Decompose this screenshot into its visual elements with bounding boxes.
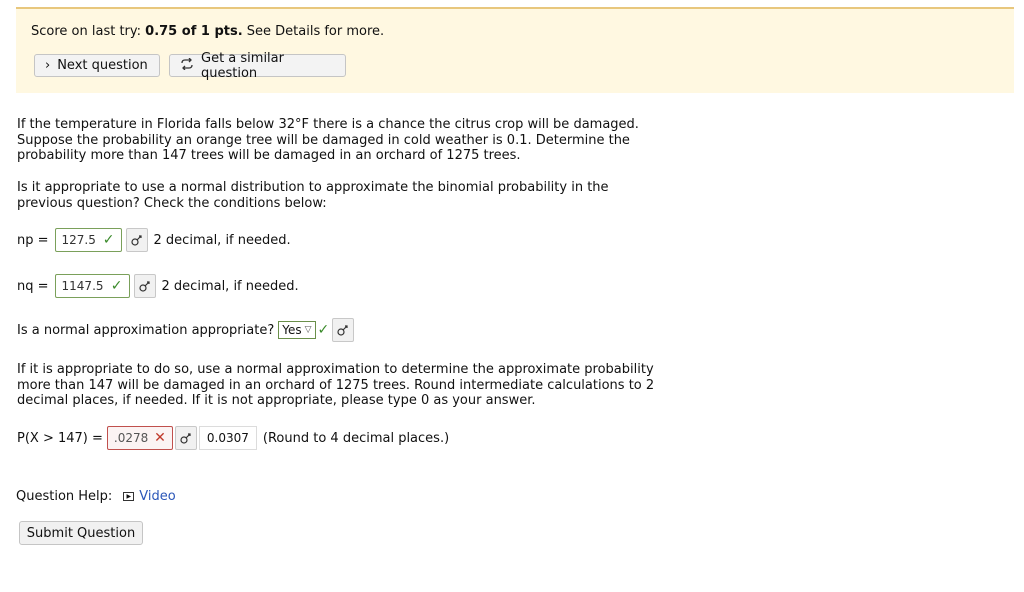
score-line [31,24,384,39]
score-banner [16,7,1014,93]
nq-hint: 2 decimal, if needed. [161,278,299,294]
video-play-icon: ▶ [123,492,134,501]
normal-approx-select[interactable] [278,321,315,339]
correct-check-icon: ✓ [110,278,123,294]
chevron-right-icon: › [45,58,51,73]
correct-check-icon: ✓ [102,232,115,248]
np-hint: 2 decimal, if needed. [153,232,291,248]
score-prefix: Score on last try: [31,24,146,39]
np-answer-field[interactable] [55,228,122,252]
correct-answer-value: 0.0307 [206,431,249,445]
refresh-icon [180,58,194,74]
similar-question-label: Get a similar question [201,50,284,81]
np-label: np = [17,232,49,248]
chevron-down-icon: ▽ [304,325,312,335]
video-link[interactable] [123,489,175,504]
approx-instructions: If it is appropriate to do so, use a normal approximation to determine the approximate probability more than 147 will be damaged in an orchard of 1275 trees. Round intermediate calculations to 2 decimal places, if needed. If it is not appropriate, please type 0 as your answer. [17,362,655,408]
correct-answer-box [199,426,257,450]
question-help [16,489,176,504]
key-icon[interactable] [134,274,156,298]
incorrect-x-icon: ✕ [154,430,166,446]
probability-hint: (Round to 4 decimal places.) [262,430,450,446]
normal-prompt: Is a normal approximation appropriate? [17,322,275,338]
similar-question-button[interactable] [169,50,346,81]
nq-answer-field[interactable] [55,274,130,298]
probability-answer-field[interactable] [107,426,173,450]
next-question-button[interactable] [34,54,160,77]
nq-row [17,274,299,298]
np-value: 127.5 [61,233,96,247]
nq-value: 1147.5 [61,279,104,293]
score-suffix: See Details for more. [242,24,385,39]
submit-question-button[interactable] [19,521,143,545]
video-link-label: Video [139,489,176,504]
np-row [17,228,291,252]
next-question-label: Next question [57,58,148,73]
normal-row [17,318,354,342]
appropriate-prompt: Is it appropriate to use a normal distribution to approximate the binomial probability in the previous question? Check the conditions below: [17,180,609,211]
submit-question-label: Submit Question [26,525,136,541]
question-intro: If the temperature in Florida falls below 32°F there is a chance the citrus crop will be damaged. Suppose the probability an orange tree will be damaged in cold weather is 0.1. Determine the probability more than 147 trees will be damaged in an orchard of 1275 trees. [17,117,639,163]
normal-select-value: Yes [282,323,302,337]
key-icon[interactable] [175,426,197,450]
correct-check-icon: ✓ [317,322,330,338]
probability-label: P(X > 147) = [17,430,103,446]
nq-label: nq = [17,278,49,294]
key-icon[interactable] [332,318,354,342]
probability-row [17,426,449,450]
question-help-label: Question Help: [16,489,113,504]
score-value: 0.75 of 1 pts. [145,24,243,39]
key-icon[interactable] [126,228,148,252]
probability-value: .0278 [113,431,149,445]
